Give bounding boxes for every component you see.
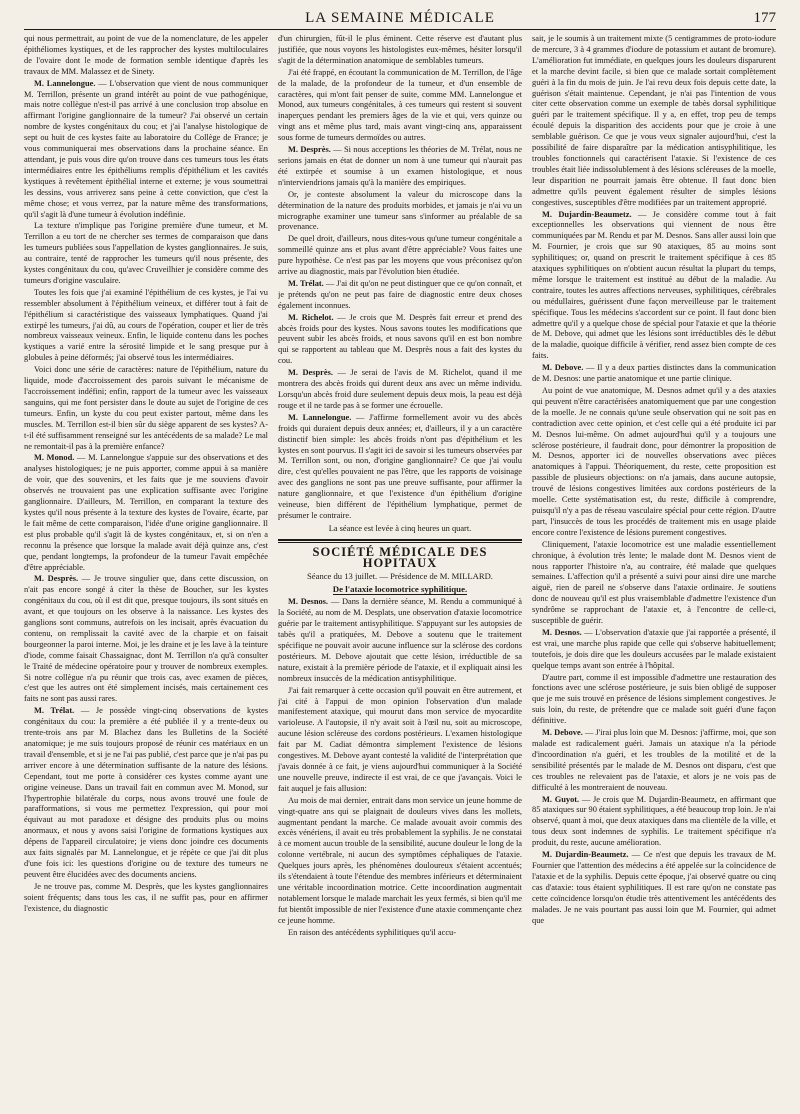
paragraph-text: — Je possède vingt-cinq observations de kystes congénitaux du cou: la première a été publiée il y a trente-deux ou trente-trois ans par M. Blachez dans les Bulletins de la Société anatomique; je me suis toujours proposé de réunir ces matériaux en un travail d'ensemble, et si je ne l'ai pas publié, c'est parce que je n'ai pas pu arriver encore à une détermination suffisante de la nature des lésions. Cependant, tout me porte à considérer ces kystes comme ayant une origine veineuse. Dans un travail fait en commun avec M. Monod, sur l'hypertrophie bilatérale du corps, nous avons trouvé une foule de parafformations, si vous me permettez l'expression, qui pour moi équivaut au mot paradoxe et désigne des produits plus ou moins anormaux, et nous y avons saisi l'origine de formations kystiques aux dépens de l'appareil circulatoire; je viens donc joindre ces documents aux faits signalés par M. Lannelongue, et je répète ce que j'ai dit plus d'une fois ici: les questions d'origine ou de texture des tumeurs ne peuvent être élucidées avec des documents anciens. xyxy=(24,706,268,879)
column-right xyxy=(532,34,776,1106)
page-number: 177 xyxy=(753,10,776,26)
paragraph xyxy=(278,928,522,939)
paragraph xyxy=(278,313,522,368)
paragraph-text: — Je trouve singulier que, dans cette discussion, on n'ait pas encore songé à citer la thèse de Boucher, sur les kystes congénitaux du cou, où il est dit que, presque toujours, ils sont situés en avant, et que toujours on les observe à la naissance. Les kystes des ganglions sont communs, autrefois on les incisait, après évacuation du contenu, on remplissait la cavité avec de la charpie et on faisait bourgeonner la paroi interne. Moi, je les draine et je les lave à la teinture d'iode, comme faisait Chassaignac, dont M. Terrillon n'a qu'à consulter le Traité de médecine opératoire pour y trouver de nombreux exemples. Si notre collègue n'a pu réunir que trois cas, avec examen de pièces, c'est que les autres ont été simplement incisés, mais certainement ces faits ne sont pas aussi rares. xyxy=(24,574,268,704)
paragraph-text: — Je serai de l'avis de M. Richelot, quand il me montrera des abcès froids qui durent deux ans avec un même individu. Lorsqu'un abcès froid dure seulement depuis deux mois, la peau est déjà rouge et il ne tarde pas à se former une écrouelle. xyxy=(278,368,522,410)
paragraph-text: — Je crois que M. Dujardin-Beaumetz, en affirmant que 85 ataxiques sur 90 étaient syphilitiques, a été beaucoup trop loin. Je n'ai observé, quant à moi, que deux ataxiques dans ma clientèle de la ville, et tous deux sont indemnes de syphilis. Le traitement spécifique n'a produit, du reste, aucune amélioration. xyxy=(532,794,776,848)
topic-heading-text: De l'ataxie locomotrice syphilitique. xyxy=(332,583,468,594)
column-middle xyxy=(278,34,522,1106)
paragraph xyxy=(532,850,776,926)
paragraph-text: — J'affirme formellement avoir vu des abcès froids qui duraient depuis deux années; et, d'ailleurs, il y a un caractère distinctif bien simple: les abcès froids n'ont pas d'épithélium et les kystes en sont pourvus. Il s'agit ici de savoir si les tumeurs observées par M. Terrillon sont, ou non, d'origine ganglionnaire? Ce que j'ai voulu dire, c'est qu'elles pouvaient ne pas l'être, que les rapports de voisinage avec des ganglions ne sont pas une preuve suffisante, pour affirmer la nature ganglionnaire, et que l'existence d'un épithélium d'origine veineuse, bien différent de l'épithélium lymphatique, permet de présumer le contraire. xyxy=(278,412,522,520)
paragraph xyxy=(278,145,522,189)
paragraph-text: La texture n'implique pas l'origine première d'une tumeur, et M. Terrillon a eu tort de ne chercher ses termes de comparaison que dans les tumeurs publiées sous l'appellation de kystes ganglionnaires. Je suis, au contraire, tenté de rapprocher les tumeurs qu'il nous présente, des kystes congénitaux du cou, qu'avec Cruveilhier je considère comme des tumeurs d'origine vasculaire. xyxy=(24,221,268,285)
paragraph-text: — J'irai plus loin que M. Desnos: j'affirme, moi, que son malade est radicalement guéri. Jamais un ataxique n'a la période d'incoordination n'a guéri, et les troubles de la motilité et de la sensibilité présentés par le malade de M. Desnos ont disparu, c'est que ces troubles ne relevaient pas de l'ataxie, et alors je ne vois pas de difficulté à les montreraient de nouveau. xyxy=(532,728,776,792)
journal-title: LA SEMAINE MÉDICALE xyxy=(305,10,495,26)
paragraph xyxy=(532,673,776,728)
paragraph-text: Cliniquement, l'ataxie locomotrice est une maladie essentiellement chronique, à évolution très lente; le malade dont M. Desnos vient de nous rapporter l'histoire n'a, au contraire, été malade que quelques semaines. L'affection qu'il a présenté a suivi pour ainsi dire une marche aiguë, rien de pareil ne s'observe dans l'ataxie ordinaire. Je soutiens donc de nouveau qu'il est plus vraisemblable d'admettre l'existence d'un syndrôme se rapprochant de l'ataxie et, à l'encontre de celle-ci, susceptible de guérir. xyxy=(532,539,776,626)
paragraph-text: d'un chirurgien, fût-il le plus éminent. Cette réserve est d'autant plus justifiée, que nous voyons les histologistes eux-mêmes, hésiter lorsqu'il s'agit de la détermination anatomique de semblables tumeurs. xyxy=(278,34,522,65)
speaker-name: M. Desprès. xyxy=(288,145,331,155)
paragraph xyxy=(278,597,522,684)
paragraph xyxy=(278,368,522,412)
speaker-name: M. Lannelongue. xyxy=(288,412,352,422)
speaker-name: M. Desnos. xyxy=(288,597,329,607)
speaker-name: M. Desnos. xyxy=(542,627,582,637)
paragraph xyxy=(278,68,522,144)
speaker-name: M. Dujardin-Beaumetz. xyxy=(542,209,632,219)
topic-heading xyxy=(278,584,522,595)
paragraph xyxy=(278,190,522,234)
session-line: Séance du 13 juillet. — Présidence de M. MILLARD. xyxy=(307,570,493,581)
paragraph-text: — Si nous acceptions les théories de M. Trélat, nous ne serions jamais en état de donner un nom à une tumeur qui n'aurait pas été extirpée et soumise à un examen histologique, et nous n'interviendrions jamais qu'à la manière des empiriques. xyxy=(278,145,522,187)
speaker-name: M. Trélat. xyxy=(34,706,75,716)
speaker-name: M. Debove. xyxy=(542,728,583,738)
column-left xyxy=(24,34,268,1106)
paragraph xyxy=(532,386,776,539)
paragraph xyxy=(532,210,776,363)
paragraph xyxy=(532,628,776,672)
paragraph xyxy=(532,795,776,850)
paragraph-text: sait, je le soumis à un traitement mixte (5 centigrammes de proto-iodure de mercure, 3 à 4 grammes d'iodure de potassium et autant de bromure). L'amélioration fut immédiate, en quelques jours les douleurs disparurent et la marche devint facile, si bien que ce malade sortait complètement guéri à la fin du mois de juin. Je l'ai revu deux fois depuis cette date, la guérison s'était maintenue. Cependant, je n'ai pas l'intention de vous citer cette observation comme un exemple de tabès dorsal syphilitique guéri par le traitement spécifique. Il y a, en effet, trop peu de temps écoulé depuis la disparition des accidents pour que je croie à une semblable guérison. Ce que je vous veux signaler aujourd'hui, c'est la possibilité de faire disparaître par la médication antisyphilitique, les troubles fonctionnels qui caractérisent l'ataxie. Si l'existence de ces troubles était liée indissolublement à des lésions scléreuses de la moelle, leur disparition ne pourrait jamais être obtenue. Il faut donc bien admettre qu'ils peuvent également résulter de simples lésions congestives, susceptibles d'être modifiées par un traitement approprié. xyxy=(532,34,776,207)
paragraph-text: Toutes les fois que j'ai examiné l'épithélium de ces kystes, je l'ai vu ressembler absolument à l'épithélium veineux, et différer tout à fait de l'épithélium si caractéristique des vaisseaux lymphatiques. Quand j'ai extirpé les tumeurs, j'ai dû, au cours de l'opération, couper et lier de très nombreux vaisseaux veineux. Enfin, le liquide contenu dans les poches kystiques a varié entre la sérosité limpide et le sang presque pur à globules à peine déformés; j'ai observé tous les intermédiaires. xyxy=(24,287,268,363)
paragraph-text: Je ne trouve pas, comme M. Desprès, que les kystes ganglionnaires soient fréquents; dans tous les cas, il ne suffit pas, pour en affirmer l'existence, du diagnostic xyxy=(24,881,268,913)
speaker-name: M. Desprès. xyxy=(288,368,333,378)
speaker-name: M. Richelot. xyxy=(288,312,334,322)
paragraph-text: — Il y a deux parties distinctes dans la communication de M. Desnos: une partie anatomique et une partie clinique. xyxy=(532,363,776,384)
paragraph-text: J'ai été frappé, en écoutant la communication de M. Terrillon, de l'âge de la malade, de la profondeur de la tumeur, et d'un ensemble de caractères, qui m'ont fait penser de suite, comme MM. Lannelongue et Monod, aux tumeurs congénitales, à ces tumeurs qui restent si souvent inaperçues pendant les premiers âges de la vie et qui, vers quinze ou vingt ans et même plus tard, mais avant vingt-cinq ans, apparaissent sous forme de tumeurs dermoïdes ou autres. xyxy=(278,67,522,143)
paragraph xyxy=(24,706,268,881)
paragraph xyxy=(532,363,776,385)
paragraph xyxy=(24,365,268,452)
paragraph-text: qui nous permettrait, au point de vue de la nomenclature, de les appeler épithéliomes kystiques, et de les rapprocher des kystes multiloculaires de l'ovaire dont le mode de formation semble identique d'après les travaux de MM. Malassez et de Sinety. xyxy=(24,34,268,76)
paragraph-text: — Je crois que M. Desprès fait erreur et prend des abcès froids pour des kystes. Nous savons toutes les modifications que peuvent subir les abcès froids, et nous savons qu'il en est bon nombre qui se rapportent au tableau que M. Desprès nous a fait des kystes du cou. xyxy=(278,312,522,366)
paragraph xyxy=(24,882,268,915)
paragraph xyxy=(532,540,776,627)
paragraph xyxy=(278,413,522,522)
paragraph-text: Voici donc une série de caractères: nature de l'épithélium, nature du liquide, mode d'accroissement des parois suivant le mécanisme de l'accroissement indéfini; enfin, rapport de la tumeur avec les vaisseaux sanguins, qui me font persister dans le doute au sujet de l'origine de ces tumeurs. Enfin, un kyste du cou peut exister partout, même dans les muscles. M. Terrillon est-il bien sûr du siège apparent de ses kystes? A-t-il été suffisamment renseigné sur les antécédents de sa malade? Le mal ne remontait-il pas à la première enfance? xyxy=(24,365,268,451)
paragraph-text: — Dans la dernière séance, M. Rendu a communiqué à la Société, au nom de M. Desplats, une observation d'ataxie locomotrice guérie par le traitement antisyphilitique. S'appuyant sur les autopsies de tabès qu'il a pratiquées, M. Debove a soutenu que le traitement spécifique ne pouvait avoir aucune influence sur la sclérose des cordons postérieurs. M. Debove ajoutait que cette lésion, irréductible de sa nature, existait à la première période de l'ataxie, et il expliquait ainsi les nombreux insuccès de la médication antisyphilitique. xyxy=(278,597,522,683)
article-columns xyxy=(24,34,776,1106)
paragraph xyxy=(278,234,522,278)
paragraph xyxy=(278,686,522,795)
paragraph xyxy=(24,34,268,78)
paragraph-text: Au point de vue anatomique, M. Desnos admet qu'il y a des ataxies qui peuvent n'être caractérisées anatomiquement que par une congestion de la moelle. Je ne connais qu'une seule observation qui ne soit pas en contradiction avec cette opinion, et c'est celle qui a été produite ici par M. Desnos lui-même. On admet aujourd'hui qu'il y a toujours une sclérose postérieure, il faudrait donc, pour démontrer la proposition de M. Desnos, apporter ici de nouvelles observations avec pièces anatomiques à l'appui. Théoriquement, du reste, cette proposition est passible de plusieurs objections: on n'a jamais, dans aucune autopsie, trouvé de lésions congestives limitées aux cordons postérieurs de la moelle. Cette systématisation est, du reste, difficile à comprendre, puisqu'il n'y a pas de réseau vasculaire spécial pour cette région. D'autre part, l'insuccès de tous les procédés de traitement mis en usage plaide encore contre l'existence de lésions purement congestives. xyxy=(532,386,776,537)
speaker-name: M. Trélat. xyxy=(288,278,324,288)
paragraph-text: En raison des antécédents syphilitiques qu'il accu- xyxy=(288,927,457,937)
paragraph-text: — Ce n'est que depuis les travaux de M. Fournier que l'attention des médecins a été appelée sur la coïncidence de l'ataxie et de la syphilis. Depuis cette époque, j'ai observé quatre ou cinq cas d'ataxie: tous étaient syphilitiques. Il est rare qu'on ne constate pas cette coïncidence lorsqu'on étudie très attentivement les antécédents des malades. Je ne vais pourtant pas aussi loin que M. Fournier, qui admet que xyxy=(532,850,776,925)
paragraph xyxy=(278,279,522,312)
speaker-name: M. Guyot. xyxy=(542,794,580,804)
paragraph-text: Au mois de mai dernier, entrait dans mon service un jeune homme de vingt-quatre ans qui se plaignait de douleurs vives dans les mollets, augmentant pendant la marche. Ce malade avouait avoir commis des excès vénériens, il avait eu très probablement la syphilis. Je ne constatai à ce moment aucun trouble de la sensibilité, aucune douleur le long de la colonne vertébrale, ni aucun des symptômes céphaliques de l'ataxie. Quelques jours après, les phénomènes douloureux s'étaient accentués; ils s'étendaient à toute l'étendue des membres inférieurs et déterminaient une véritable incoordination motrice. Cette incoordination augmentait notablement lorsque le malade marchait les yeux fermés, si bien qu'il me fut bientôt impossible de nier l'existence d'une ataxie commençante chez ce jeune homme. xyxy=(278,795,522,925)
speaker-name: M. Monod. xyxy=(34,453,75,463)
paragraph xyxy=(532,728,776,793)
paragraph-text: — M. Lannelongue s'appuie sur des observations et des analyses histologiques; je ne puis apporter, comme appui à sa manière de voir, que des souvenirs, et les faits que je me souviens d'avoir observés ne trouvaient pas une explication suffisante avec l'origine ganglionnaire. D'ailleurs, M. Terrillon, en comparant la texture des kystes qu'il nous présente à la texture des kystes de l'ovaire, écarte, par le fait même de cette comparaison, l'idée d'une origine ganglionnaire. Il est plus probable qu'il s'agit là de kystes congénitaux, et, si on n'en a reconnu la présence que lorsque la malade avait déjà quinze ans, c'est que, pendant longtemps, la profondeur de la tumeur l'avait empêchée d'être appréciable. xyxy=(24,453,268,572)
paragraph-text: — Je considère comme tout à fait exceptionnelles les observations qui viennent de nous être communiquées par M. Rendu et par M. Desnos. Sans aller aussi loin que M. Fournier, je crois que sur 90 ataxiques, 85 au moins sont syphilitiques; or, quand on prescrit le traitement spécifique à ces 85 ataxiques syphilitiques on n'obtient aucun résultat la plupart du temps, même lorsque le traitement est institué au début de la maladie. Au contraire, toutes les autres affections nerveuses, syphilitiques, cérébrales ou médullaires, guérissent d'une façon merveilleuse par le traitement spécifique. Tous les médecins s'accordent sur ce point. Il faut donc bien admettre qu'il y a quelque chose de spécial pour l'ataxie et que la théorie de M. Debove, qui admet que les lésions sont irréductibles dès le début de la maladie, quoique difficile à vérifier, rend assez bien compte de ces faits. xyxy=(532,209,776,361)
society-discussion-end xyxy=(278,34,522,522)
header-rule xyxy=(24,29,776,30)
section-rule xyxy=(278,539,522,543)
paragraph xyxy=(278,796,522,927)
paragraph xyxy=(24,221,268,286)
speaker-name: M. Debove. xyxy=(542,363,584,373)
paragraph xyxy=(532,34,776,209)
paragraph xyxy=(24,453,268,573)
paragraph xyxy=(24,288,268,364)
society-heading: SOCIÉTÉ MÉDICALE DES HOPITAUX xyxy=(312,544,488,570)
paragraph xyxy=(24,574,268,705)
paragraph xyxy=(24,79,268,221)
paragraph-text: De quel droit, d'ailleurs, nous dites-vous qu'une tumeur congénitale a sommeillé quinze ans et plus avant d'être appréciable? Vous faites une pure hypothèse. Ce n'est pas par les moyens que vous préconisez qu'on arrive au diagnostic, mais par l'évolution bien étudiée. xyxy=(278,234,522,277)
society-discussion-start xyxy=(278,597,522,938)
speaker-name: M. Desprès. xyxy=(34,574,79,584)
paragraph-text: D'autre part, comme il est impossible d'admettre une restauration des fonctions avec une sclérose postérieure, je suis bien obligé de supposer que je me suis trouvé en présence de lésions simplement congestives. Je suis loin, du reste, de prétendre que ce malade soit guéri d'une façon définitive. xyxy=(532,672,776,726)
paragraph-text: Or, je conteste absolument la valeur du microscope dans la détermination de la nature des produits morbides, et jamais je n'ai vu un micrographe examiner une tumeur sans s'informer au préalable de sa provenance. xyxy=(278,189,522,232)
page-header xyxy=(24,8,776,28)
paragraph-text: J'ai fait remarquer à cette occasion qu'il pouvait en être autrement, et j'ai cité à l'appui de mon opinion l'observation d'un malade manifestement ataxique, qui mourut dans mon service de myocardite varioleuse. A l'autopsie, il n'y avait soit à l'œil nu, soit au microscope, aucune lésion scléreuse des cordons postérieurs. L'examen histologique fait par M. Cadiat démontra simplement l'existence de lésions congestives. M. Debove ayant contesté la validité de l'interprétation que j'avais donnée à ce fait, je viens aujourd'hui communiquer à la Société une nouvelle preuve, indirecte il est vrai, de ce que j'avançais. Voici le fait auquel je fais allusion: xyxy=(278,685,522,793)
paragraph-text: — J'ai dit qu'on ne peut distinguer que ce qu'on connaît, et je prétends qu'on ne peut pas faire de diagnostic entre deux choses également inconnues. xyxy=(278,278,522,310)
speaker-name: M. Lannelongue. xyxy=(34,78,96,88)
paragraph-text: — L'observation d'ataxie que j'ai rapportée a présenté, il est vrai, une marche plus rapide que celle qui s'observe habituellement; toutefois, je dois dire que les douleurs accusées par le malade existaient quelque temps avant son entrée à l'hôpital. xyxy=(532,627,776,670)
paragraph xyxy=(278,34,522,67)
session-close-note: La séance est levée à cinq heures un quart. xyxy=(328,523,472,533)
paragraph-text: — L'observation que vient de nous communiquer M. Terrillon, présente un grand intérêt au point de vue pathogénique, mais notre collègue n'est-il pas arrivé à une conclusion trop absolue en affirmant l'origine ganglionnaire de la tumeur? J'ai observé un certain nombre de kystes congénitaux du cou; et j'ai l'analyse histologique de sept ou huit de ces kystes faite au laboratoire du Collège de France; je vous communiquerai mes observations dans la prochaine séance. En attendant, je puis vous dire qu'on trouve dans ces tumeurs tous les états intermédiaires entre les épithéliums remplis d'épithélium et les cavités kystiques à revêtement épithélial interne et externe; je vous soumettrai les dessins, vous arriverez sans peine à cette conviction, que c'est la même chose; et vous verrez, par la nature même des transformations, qu'il s'agit là d'une tumeur à évolution indéfinie. xyxy=(24,78,268,219)
speaker-name: M. Dujardin-Beaumetz. xyxy=(542,850,629,860)
